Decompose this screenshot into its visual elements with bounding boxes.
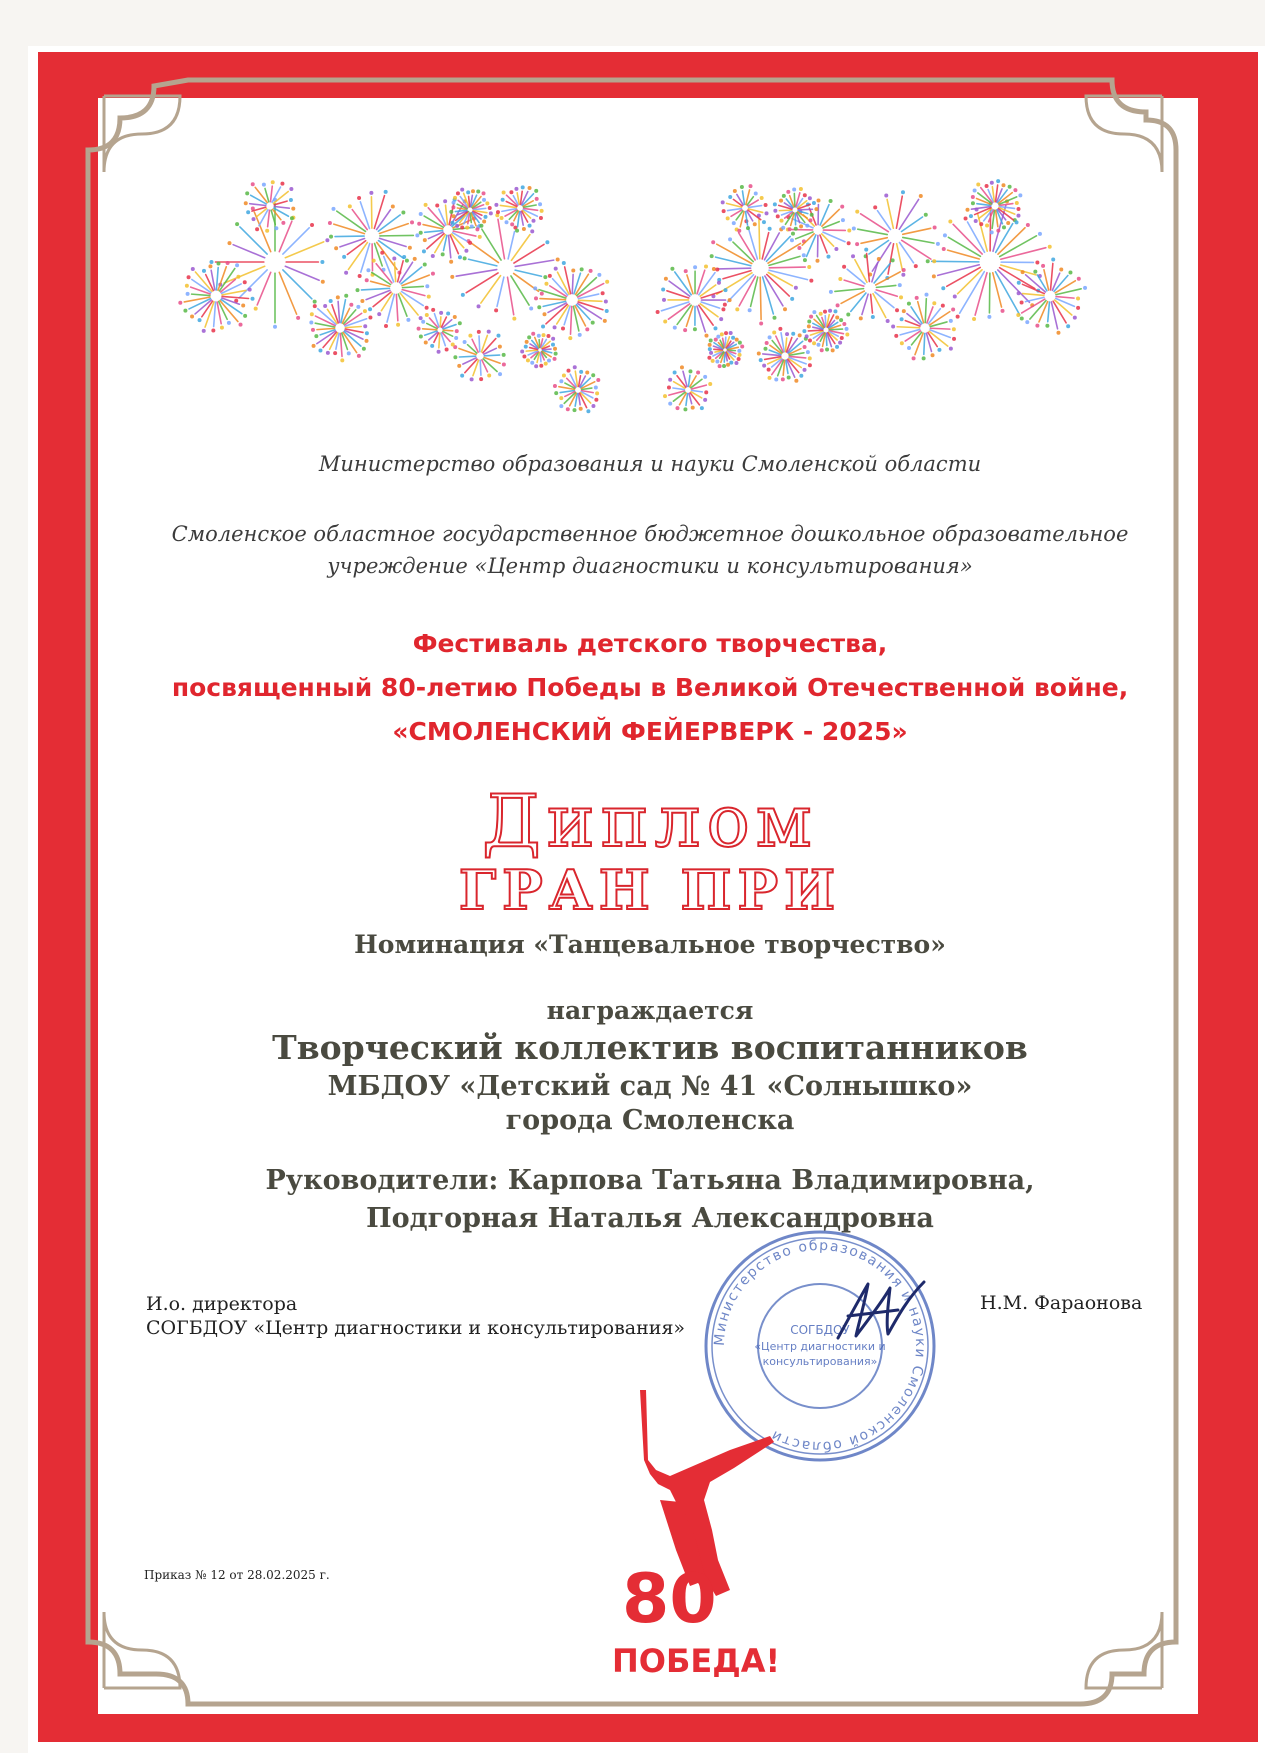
- diploma-grade: ГРАН ПРИ: [458, 858, 842, 922]
- director-position-line-1: И.о. директора: [146, 1293, 298, 1315]
- victory-80-emblem: [600, 1390, 800, 1690]
- firework-burst: [852, 190, 940, 280]
- leaders-line-2: Подгорная Наталья Александровна: [366, 1203, 934, 1234]
- firework-burst: [328, 190, 419, 278]
- emblem-word: ПОБЕДА!: [612, 1642, 781, 1680]
- firework-burst: [356, 251, 435, 328]
- firework-burst: [656, 264, 732, 337]
- recipient-name: Творческий коллектив воспитанников: [272, 1028, 1028, 1067]
- festival-line-1: Фестиваль детского творчества,: [412, 629, 888, 658]
- firework-burst: [533, 261, 609, 340]
- festival-line-3: «СМОЛЕНСКИЙ ФЕЙЕРВЕРК - 2025»: [392, 717, 908, 746]
- stamp-center-line-2: «Центр диагностики и: [754, 1340, 886, 1353]
- recipient-org-line-1: МБДОУ «Детский сад № 41 «Солнышко»: [327, 1071, 973, 1102]
- institution-name: [110, 518, 1190, 582]
- firework-burst: [244, 180, 296, 232]
- firework-burst: [757, 327, 812, 383]
- firework-burst: [829, 248, 906, 323]
- ministry-name: Министерство образования и науки Смоленской области: [318, 452, 982, 476]
- firework-burst: [309, 294, 372, 363]
- firework-burst: [707, 331, 744, 368]
- institution-line-1: Смоленское областное государственное бюджетное дошкольное образовательное: [171, 522, 1129, 546]
- director-position-line-2: СОГБДОУ «Центр диагностики и консультирования»: [146, 1317, 686, 1339]
- firework-burst: [494, 185, 543, 232]
- firework-burst: [1016, 258, 1087, 335]
- stamp-center-line-1: СОГБДОУ: [790, 1323, 850, 1337]
- firework-burst: [178, 261, 254, 333]
- firework-burst: [449, 188, 492, 232]
- stamp-center-line-3: консультирования»: [762, 1355, 878, 1368]
- leaders-line-1: Руководители: Карпова Татьяна Владимировна,: [265, 1165, 1035, 1196]
- director-name: Н.М. Фараонова: [980, 1292, 1143, 1314]
- firework-burst: [721, 184, 769, 233]
- recipient-organization: [110, 1070, 1190, 1138]
- emblem-number: 80: [622, 1560, 717, 1639]
- firework-burst: [926, 199, 1052, 321]
- firework-burst: [891, 293, 956, 361]
- firework-burst: [802, 309, 849, 353]
- recipient-org-line-2: города Смоленска: [505, 1105, 795, 1136]
- firework-burst: [453, 330, 506, 382]
- fireworks-illustration: [0, 0, 1265, 440]
- director-position: [146, 1292, 685, 1340]
- festival-line-2: посвященный 80-летию Победы в Великой Отечественной войне,: [171, 673, 1129, 702]
- awarded-label: награждается: [546, 996, 754, 1025]
- stamp-outer-text: Министерство образования и науки Смоленской области: [711, 1237, 929, 1455]
- diploma-title: Диплом: [482, 779, 818, 863]
- order-reference: Приказ № 12 от 28.02.2025 г.: [144, 1568, 330, 1582]
- leaders: [110, 1162, 1190, 1238]
- firework-burst: [663, 365, 712, 411]
- director-signature: [828, 1276, 938, 1356]
- firework-burst: [773, 187, 819, 231]
- firework-burst: [965, 179, 1022, 234]
- nomination: Номинация «Танцевальное творчество»: [354, 930, 946, 959]
- festival-title: [110, 622, 1190, 754]
- firework-burst: [553, 365, 600, 413]
- institution-line-2: учреждение «Центр диагностики и консультирования»: [327, 554, 973, 578]
- firework-burst: [520, 332, 557, 369]
